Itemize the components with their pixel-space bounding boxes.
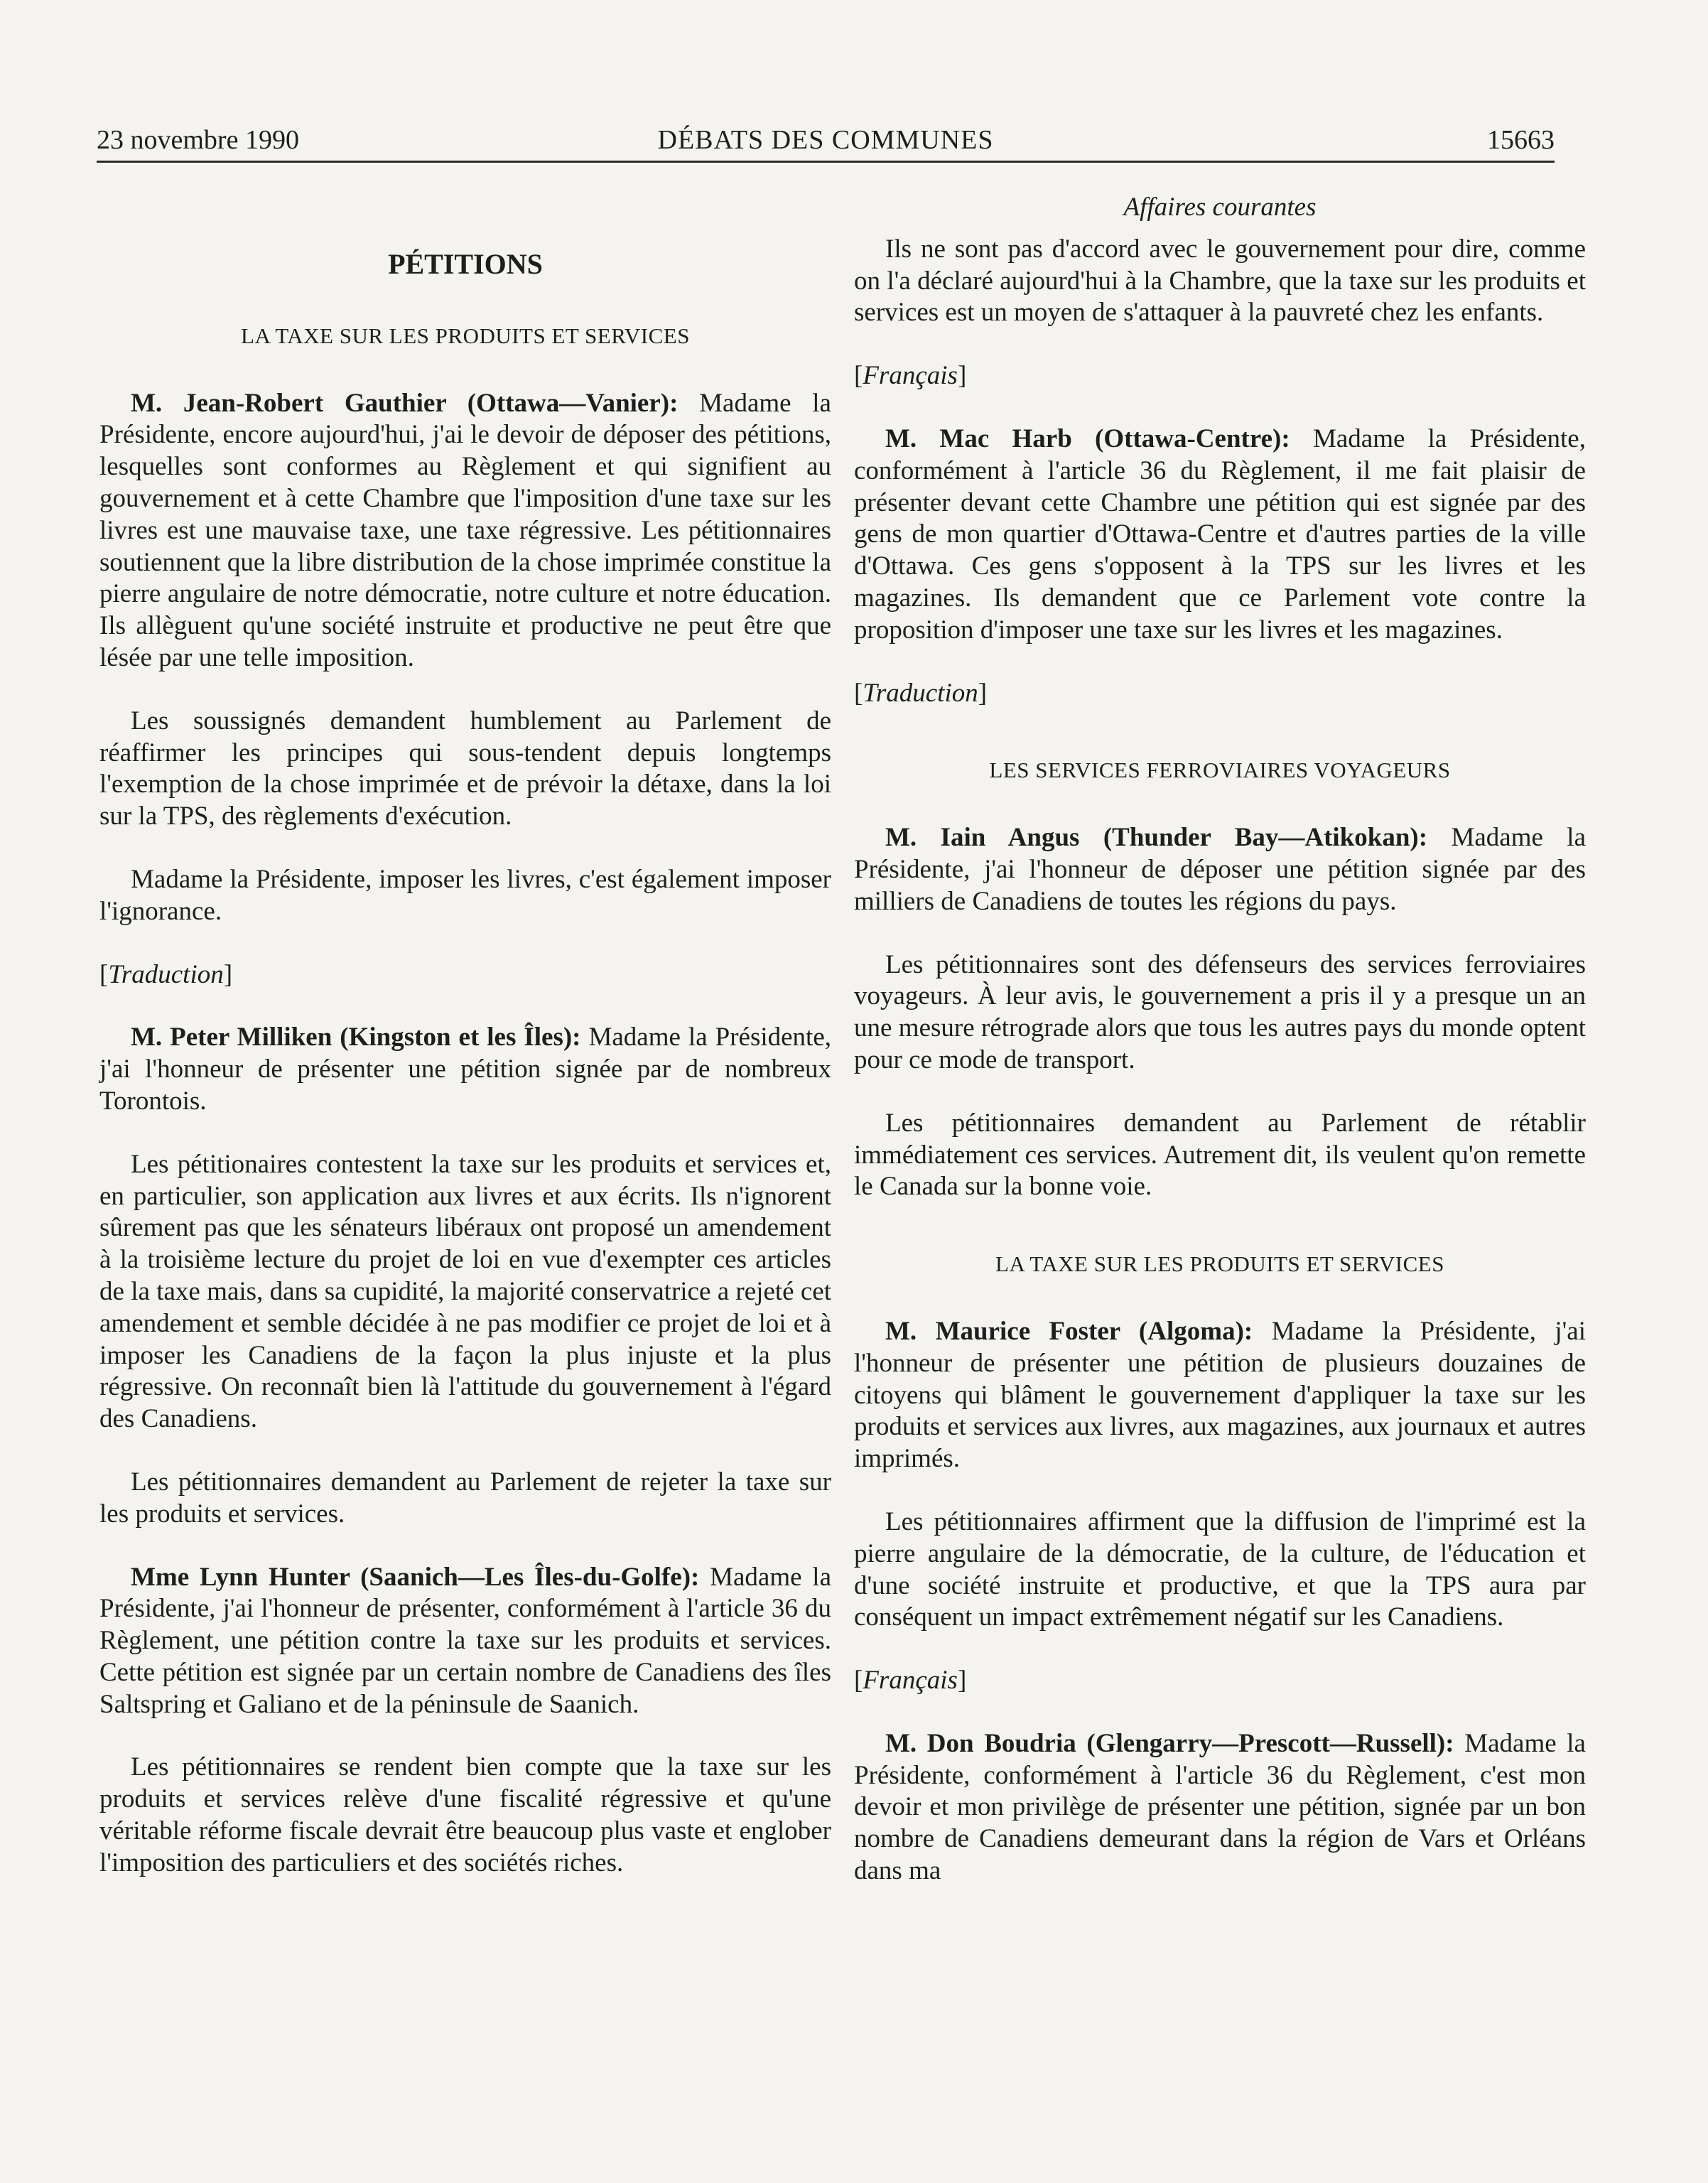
paragraph: Ils ne sont pas d'accord avec le gouvernement pour dire, comme on l'a déclaré aujourd'hui à la Chambre, que la taxe sur les produits et services est un moyen de s'attaquer à la pauvreté chez les enfants. — [854, 234, 1586, 328]
right-column — [854, 192, 1586, 1919]
header-page-number: 15663 — [1487, 125, 1555, 155]
subheading-tps: LA TAXE SUR LES PRODUITS ET SERVICES — [241, 323, 690, 348]
paragraph: Les soussignés demandent humblement au Parlement de réaffirmer les principes qui sous-tendent depuis longtemps l'exemption de la chose imprimée et de prévoir la détaxe, dans la loi sur la TPS, des règlements d'exécution. — [99, 706, 831, 831]
paragraph: Les pétitionaires contestent la taxe sur les produits et services et, en particulier, son application aux livres et aux écrits. Ils n'ignorent sûrement pas que les sénateurs libéraux ont proposé un amendement à la troisième lecture du projet de loi en vue d'exempter ces articles de la taxe mais, dans sa cupidité, la majorité conservatrice a rejeté cet amendement et semble décidée à ne pas modifier ce projet de loi et à imposer les Canadiens de la façon la plus injuste et la plus régressive. On reconnaît bien là l'attitude du gouvernement à l'égard des Canadiens. — [99, 1149, 831, 1434]
header-title: DÉBATS DES COMMUNES — [657, 125, 994, 155]
speaker-name: M. Mac Harb (Ottawa-Centre): — [885, 424, 1290, 453]
speaker-name: M. Jean-Robert Gauthier (Ottawa—Vanier): — [131, 388, 679, 418]
paragraph — [854, 1728, 1586, 1887]
speaker-name: M. Peter Milliken (Kingston et les Îles): — [131, 1023, 581, 1052]
speaker-name: M. Don Boudria (Glengarry—Prescott—Russell): — [885, 1728, 1454, 1758]
paragraph: Les pétitionnaires demandent au Parlement de rejeter la taxe sur les produits et services. — [99, 1467, 831, 1529]
header-rule — [97, 161, 1555, 163]
language-tag: [Traduction] — [99, 959, 233, 989]
header-date: 23 novembre 1990 — [97, 125, 299, 155]
speaker-name: M. Maurice Foster (Algoma): — [885, 1316, 1253, 1346]
language-tag-text: Français — [863, 1666, 958, 1696]
language-tag: [Français] — [854, 361, 967, 391]
paragraph: Madame la Présidente, imposer les livres, c'est également imposer l'ignorance. — [99, 864, 831, 926]
language-tag-text: Français — [863, 361, 958, 391]
subheading-tps: LA TAXE SUR LES PRODUITS ET SERVICES — [995, 1251, 1444, 1277]
running-head: Affaires courantes — [1123, 193, 1317, 222]
section-heading: PÉTITIONS — [388, 248, 543, 280]
paragraph-text: Madame la Présidente, conformément à l'article 36 du Règlement, il me fait plaisir de présenter devant cette Chambre une pétition qui est signée par des gens de mon quartier d'Ottawa-Centre et d'autres parties de la ville d'Ottawa. Ces gens s'opposent à la TPS sur les livres et les magazines. Ils demandent que ce Parlement vote contre la proposition d'imposer une taxe sur les livres et les magazines. — [854, 424, 1586, 645]
paragraph: Les pétitionnaires demandent au Parlement de rétablir immédiatement ces services. Autrement dit, ils veulent qu'on remette le Canada sur la bonne voie. — [854, 1108, 1586, 1202]
left-column — [99, 192, 831, 1911]
language-tag-text: Traduction — [108, 959, 224, 989]
paragraph-text: Madame la Présidente, j'ai l'honneur de présenter, conformément à l'article 36 du Règlement, une pétition contre la taxe sur les produits et services. Cette pétition est signée par un certain nombre de Canadiens des îles Saltspring et Galiano et de la péninsule de Saanich. — [99, 1562, 831, 1719]
paragraph-text: Madame la Présidente, conformément à l'article 36 du Règlement, c'est mon devoir et mon privilège de présenter une pétition, signée par un bon nombre de Canadiens demeurant dans la région de Vars et Orléans dans ma — [854, 1728, 1586, 1886]
speaker-name: M. Iain Angus (Thunder Bay—Atikokan): — [885, 823, 1428, 853]
paragraph: Les pétitionnaires affirment que la diffusion de l'imprimé est la pierre angulaire de la démocratie, de la culture, de l'éducation et d'une société instruite et productive, et que la TPS aura par conséquent un impact extrêmement négatif sur les Canadiens. — [854, 1506, 1586, 1632]
speaker-name: Mme Lynn Hunter (Saanich—Les Îles-du-Golfe): — [131, 1562, 700, 1592]
paragraph-text: Madame la Présidente, j'ai l'honneur de présenter une pétition de plusieurs douzaines de citoyens qui blâment le gouvernement d'appliquer la taxe sur les produits et services aux livres, aux magazines, aux journaux et autres imprimés. — [854, 1316, 1586, 1474]
paragraph — [854, 424, 1586, 647]
paragraph — [854, 1316, 1586, 1475]
paragraph-text: Madame la Présidente, j'ai l'honneur de présenter une pétition signée par de nombreux Torontois. — [99, 1023, 831, 1116]
paragraph — [99, 1022, 831, 1117]
language-tag: [Traduction] — [854, 678, 988, 708]
paragraph — [854, 822, 1586, 917]
paragraph: Les pétitionnaires sont des défenseurs des services ferroviaires voyageurs. À leur avis, le gouvernement a pris il y a presque un an une mesure rétrograde alors que tous les autres pays du monde optent pour ce mode de transport. — [854, 949, 1586, 1074]
language-tag-text: Traduction — [863, 678, 978, 708]
page-header — [97, 122, 1555, 158]
paragraph: Les pétitionnaires se rendent bien compte que la taxe sur les produits et services relève d'une fiscalité régressive et qu'une véritable réforme fiscale devrait être beaucoup plus vaste et englober l'imposition des particuliers et des sociétés riches. — [99, 1752, 831, 1877]
paragraph-text: Madame la Présidente, encore aujourd'hui, j'ai le devoir de déposer des pétitions, lesquelles sont conformes au Règlement et qui signifient au gouvernement et à cette Chambre que l'imposition d'une taxe sur les livres est une mauvaise taxe, une taxe régressive. Les pétitionnaires soutiennent que la libre distribution de la chose imprimée constitue la pierre angulaire de notre démocratie, notre culture et notre éducation. Ils allèguent qu'une société instruite et productive ne peut être que lésée par une telle imposition. — [99, 388, 831, 672]
paragraph-text: Madame la Présidente, j'ai l'honneur de déposer une pétition signée par des milliers de Canadiens de toutes les régions du pays. — [854, 823, 1586, 916]
subheading-rail: LES SERVICES FERROVIAIRES VOYAGEURS — [989, 758, 1451, 783]
language-tag: [Français] — [854, 1666, 967, 1696]
paragraph — [99, 388, 831, 674]
paragraph — [99, 1562, 831, 1721]
